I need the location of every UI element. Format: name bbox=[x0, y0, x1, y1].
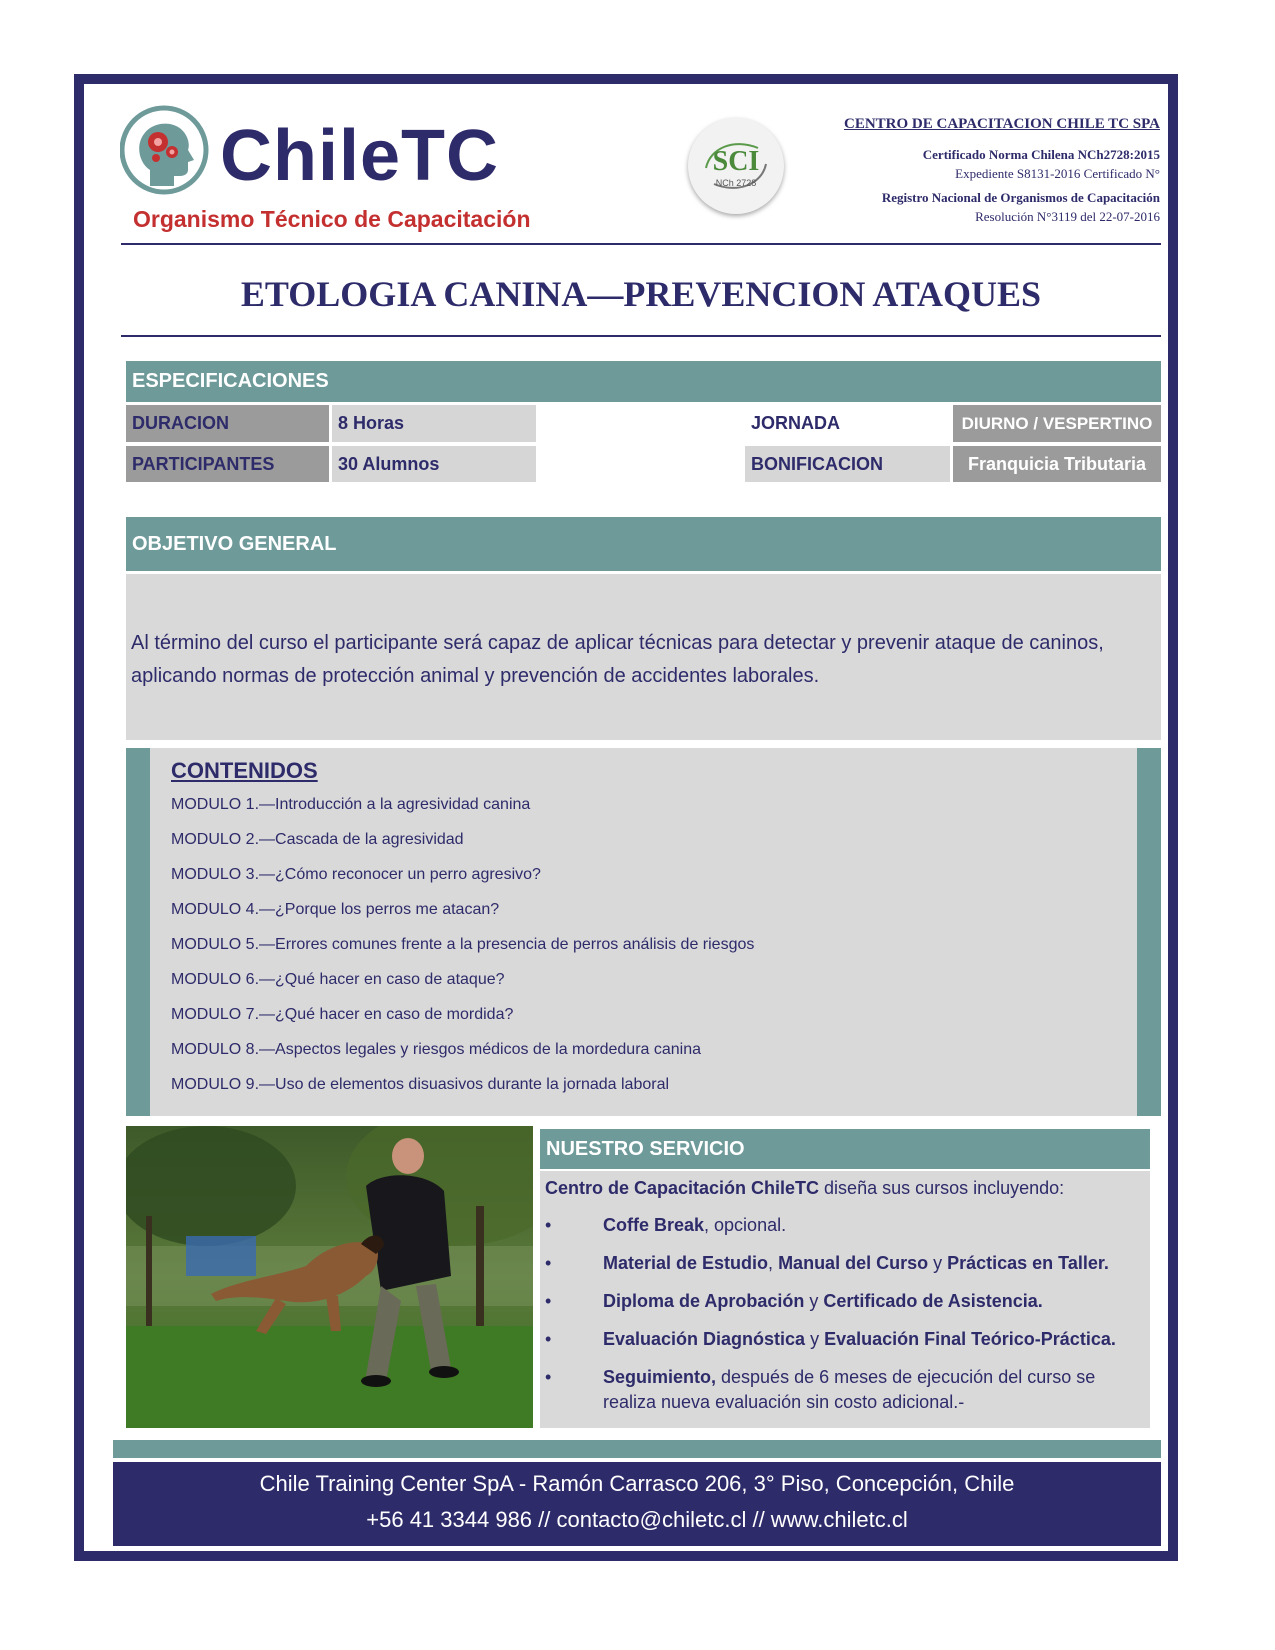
servicio-intro-bold: Centro de Capacitación ChileTC bbox=[545, 1178, 820, 1198]
item-text: después de 6 meses de ejecución del curso se realiza nueva evaluación sin costo adicional.- bbox=[603, 1367, 1096, 1412]
bullet: • bbox=[545, 1291, 552, 1311]
item-bold: Seguimiento, bbox=[603, 1367, 717, 1387]
bonificacion-value: Franquicia Tributaria bbox=[953, 446, 1161, 482]
item-bold: Evaluación Final Teórico-Práctica. bbox=[824, 1329, 1116, 1349]
servicio-item bbox=[545, 1365, 1145, 1415]
resolution-line: Resolución N°3119 del 22-07-2016 bbox=[975, 209, 1160, 224]
item-bold: Coffe Break bbox=[603, 1215, 705, 1235]
footer-contact: +56 41 3344 986 // contacto@chiletc.cl // www.chiletc.cl bbox=[366, 1507, 908, 1532]
participantes-label: PARTICIPANTES bbox=[126, 446, 329, 482]
item-bold: Evaluación Diagnóstica bbox=[603, 1329, 806, 1349]
item-text: y bbox=[804, 1291, 824, 1311]
module-item: MODULO 3.—¿Cómo reconocer un perro agresivo? bbox=[171, 866, 541, 883]
servicio-item bbox=[545, 1289, 1145, 1314]
contenidos-right-bar bbox=[1137, 748, 1161, 1116]
servicio-intro-rest: diseña sus cursos incluyendo: bbox=[819, 1178, 1065, 1198]
module-item: MODULO 4.—¿Porque los perros me atacan? bbox=[171, 901, 500, 918]
sci-badge-main: SCI bbox=[712, 146, 760, 177]
servicio-item bbox=[545, 1213, 1145, 1238]
servicio-item bbox=[545, 1251, 1145, 1276]
servicio-list bbox=[545, 1213, 1145, 1428]
objetivo-heading: OBJETIVO GENERAL bbox=[126, 517, 1161, 571]
item-bold: Prácticas en Taller. bbox=[947, 1253, 1109, 1273]
sci-certification-badge bbox=[688, 118, 784, 214]
servicio-heading: NUESTRO SERVICIO bbox=[540, 1129, 1150, 1169]
bullet: • bbox=[545, 1253, 552, 1273]
footer-accent-bar bbox=[113, 1440, 1161, 1458]
header-divider bbox=[121, 243, 1161, 245]
contenidos-heading: CONTENIDOS bbox=[171, 758, 318, 783]
bullet: • bbox=[545, 1215, 552, 1235]
duracion-label: DURACION bbox=[126, 405, 329, 442]
module-item: MODULO 5.—Errores comunes frente a la presencia de perros análisis de riesgos bbox=[171, 936, 755, 953]
footer-address: Chile Training Center SpA - Ramón Carrasco 206, 3° Piso, Concepción, Chile bbox=[259, 1471, 1015, 1496]
contenidos-left-bar bbox=[126, 748, 150, 1116]
module-item: MODULO 9.—Uso de elementos disuasivos durante la jornada laboral bbox=[171, 1076, 670, 1093]
item-text: y bbox=[805, 1329, 825, 1349]
module-item: MODULO 8.—Aspectos legales y riesgos médicos de la mordedura canina bbox=[171, 1041, 702, 1058]
item-bold: Diploma de Aprobación bbox=[603, 1291, 805, 1311]
expediente-line: Expediente S8131-2016 Certificado N° bbox=[955, 166, 1160, 181]
item-text: , bbox=[768, 1253, 779, 1273]
item-text: , opcional. bbox=[704, 1215, 787, 1235]
item-bold: Manual del Curso bbox=[778, 1253, 929, 1273]
objetivo-line-2: aplicando normas de protección animal y prevención de accidentes laborales. bbox=[131, 665, 820, 687]
item-bold: Certificado de Asistencia. bbox=[823, 1291, 1043, 1311]
page-title: ETOLOGIA CANINA—PREVENCION ATAQUES bbox=[240, 274, 1042, 314]
title-divider bbox=[121, 335, 1161, 337]
bonificacion-label: BONIFICACION bbox=[745, 446, 950, 482]
item-text: y bbox=[928, 1253, 948, 1273]
module-item: MODULO 7.—¿Qué hacer en caso de mordida? bbox=[171, 1006, 514, 1023]
participantes-value: 30 Alumnos bbox=[332, 446, 536, 482]
duracion-value: 8 Horas bbox=[332, 405, 536, 442]
logo-name: ChileTC bbox=[220, 116, 500, 196]
jornada-value: DIURNO / VESPERTINO bbox=[953, 405, 1161, 442]
company-name: CENTRO DE CAPACITACION CHILE TC SPA bbox=[843, 116, 1160, 132]
bullet: • bbox=[545, 1329, 552, 1349]
registry-line: Registro Nacional de Organismos de Capacitación bbox=[881, 190, 1160, 205]
servicio-intro bbox=[545, 1178, 1064, 1199]
specs-heading: ESPECIFICACIONES bbox=[126, 361, 1161, 402]
modules-list bbox=[171, 794, 754, 1109]
servicio-item bbox=[545, 1327, 1145, 1352]
objetivo-line-1: Al término del curso el participante será capaz de aplicar técnicas para detectar y prevenir ataque de caninos, bbox=[131, 632, 1104, 654]
dog-attack-illustration bbox=[126, 1126, 533, 1428]
jornada-label: JORNADA bbox=[745, 405, 950, 442]
certification-line: Certificado Norma Chilena NCh2728:2015 bbox=[922, 147, 1160, 162]
sci-badge-sub: NCh 2728 bbox=[715, 178, 757, 188]
module-item: MODULO 2.—Cascada de la agresividad bbox=[171, 831, 464, 848]
bullet: • bbox=[545, 1367, 552, 1387]
footer bbox=[113, 1462, 1161, 1546]
module-item: MODULO 1.—Introducción a la agresividad canina bbox=[171, 796, 531, 813]
dog-training-photo bbox=[126, 1126, 533, 1428]
module-item: MODULO 6.—¿Qué hacer en caso de ataque? bbox=[171, 971, 505, 988]
item-bold: Material de Estudio bbox=[603, 1253, 769, 1273]
head-gears-logo-icon bbox=[120, 104, 212, 204]
objetivo-text bbox=[131, 627, 1161, 693]
logo-subtitle: Organismo Técnico de Capacitación bbox=[133, 206, 531, 232]
